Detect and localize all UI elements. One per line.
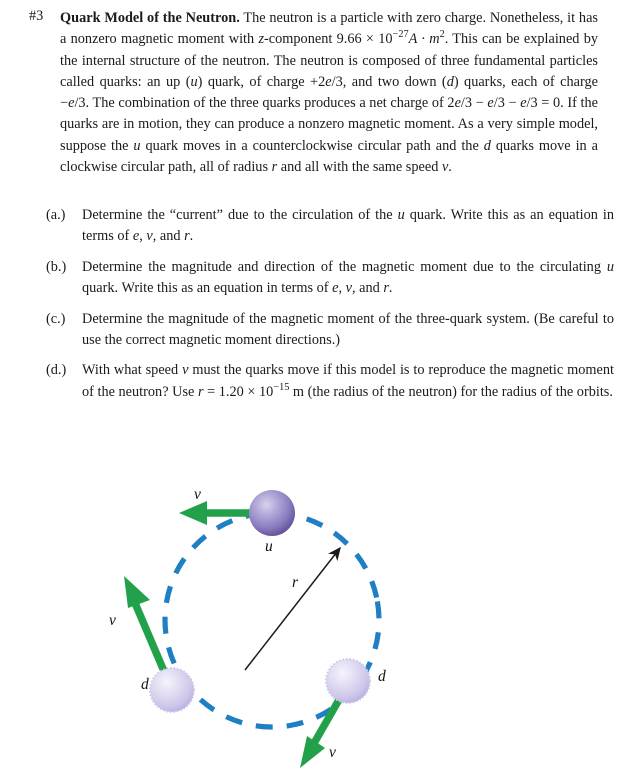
paragraph-seg-0: The neutron is a particle with zero charge. Nonetheless, it has a nonzero magnetic moment with [60, 10, 598, 48]
paragraph-var-e1: e [325, 73, 332, 90]
part-a-text-mid: quark. Write this as an equation in terms of [82, 207, 614, 245]
part-b-label: (b.) [46, 258, 67, 275]
paragraph-exponent-2: 2 [439, 29, 445, 41]
part-b-var-v: v [345, 280, 352, 297]
paragraph-var-e5: e [520, 95, 527, 112]
part-c-text: Determine the magnitude of the magnetic moment of the three-quark system. (Be careful to use the correct magnetic moment directions.) [82, 310, 614, 349]
part-b-text-post: . [388, 280, 393, 297]
paragraph-seg-20: /3 = 0. If the quarks are in motion, they can produce a nonzero magnetic moment. As a very simple model, suppose the [60, 95, 598, 154]
d-quark-label-left: d [141, 676, 149, 693]
paragraph-exponent-27: −27 [392, 29, 409, 41]
part-a-text-post: . [189, 228, 194, 245]
problem-parts-list [0, 205, 638, 412]
radius-label: r [292, 574, 299, 591]
part-a-var-e: e [132, 228, 140, 245]
part-d-text-mid3: m (the radius of the neutron) for the radius of the orbits. [289, 383, 613, 400]
part-b-text-mid: quark. Write this as an equation in terms of [82, 280, 333, 297]
paragraph-seg-2: -component 9.66 × 10 [264, 31, 393, 48]
paragraph-seg-6: . This can be explained by the internal structure of the neutron. The neutron is composed of three fundamental particles called quarks: an up ( [60, 31, 599, 90]
problem-paragraph [60, 8, 598, 178]
part-b-text-mid3: , and [351, 280, 384, 297]
problem-statement [0, 0, 638, 178]
paragraph-var-d2: d [483, 137, 491, 154]
part-d-exponent: −15 [273, 382, 290, 394]
part-b-var-u: u [606, 258, 614, 275]
paragraph-seg-10: /3, and two down ( [331, 73, 447, 90]
part-a-text-pre: Determine the “current” due to the circulation of the [82, 207, 398, 223]
part-a-label: (a.) [46, 207, 66, 223]
u-quark-sphere [249, 490, 295, 536]
part-b-var-e: e [332, 280, 339, 297]
part-b-text-mid2: , [338, 280, 346, 297]
part-d-var-r: r [197, 383, 204, 400]
velocity-label-top: v [194, 486, 201, 503]
paragraph-var-u: u [190, 73, 198, 90]
d-quark-label-right: d [378, 668, 386, 685]
part-b [46, 257, 614, 300]
part-c-label: (c.) [46, 310, 66, 327]
paragraph-units-am: A · m [408, 31, 440, 48]
paragraph-seg-8: ) quark, of charge +2 [197, 73, 326, 90]
problem-number: #3 [29, 8, 44, 24]
part-b-var-r: r [383, 280, 389, 297]
paragraph-var-e3: e [454, 95, 461, 112]
part-a-text-mid2: , [139, 228, 147, 245]
paragraph-var-v: v [441, 159, 449, 176]
part-d-label: (d.) [46, 362, 67, 379]
part-d-text-mid2: = 1.20 × 10 [203, 383, 274, 400]
part-a-var-v: v [146, 228, 153, 245]
paragraph-var-e4: e [487, 95, 494, 112]
paragraph-seg-16: /3 − [460, 95, 488, 112]
part-a [46, 205, 614, 248]
paragraph-seg-12: ) quarks, each of charge − [60, 73, 598, 112]
u-quark-label: u [265, 538, 273, 555]
paragraph-seg-22: quark moves in a counterclockwise circular path and the [140, 137, 484, 154]
paragraph-seg-14: /3. The combination of the three quarks produces a net charge of 2 [74, 95, 455, 112]
problem-header [0, 0, 638, 178]
radius-arrow [245, 548, 340, 670]
d-quark-sphere-right [326, 659, 370, 703]
paragraph-seg-18: /3 − [493, 95, 521, 112]
paragraph-var-r: r [271, 159, 278, 176]
part-d-text-pre: With what speed [82, 362, 183, 379]
part-c [46, 309, 614, 352]
part-b-text-pre: Determine the magnitude and direction of the magnetic moment due to the circulating [82, 258, 607, 275]
paragraph-var-z: z [258, 31, 265, 48]
d-quark-sphere-left [150, 668, 194, 712]
part-d-var-v: v [182, 362, 189, 379]
velocity-label-left: v [109, 612, 116, 629]
quark-orbit-figure [95, 468, 455, 773]
part-d-text-mid: must the quarks move if this model is to reproduce the magnetic moment of the neutron? Use [82, 362, 614, 400]
problem-title: Quark Model of the Neutron. [60, 10, 240, 26]
paragraph-seg-28: . [448, 159, 452, 176]
paragraph-var-d: d [446, 73, 454, 90]
paragraph-var-u2: u [133, 137, 141, 154]
part-d [46, 360, 614, 403]
paragraph-seg-24: quarks move in a clockwise circular path, all of radius [60, 137, 598, 176]
paragraph-seg-26: and all with the same speed [277, 159, 442, 176]
part-a-var-r: r [184, 228, 190, 245]
part-a-text-mid3: , and [152, 228, 185, 245]
part-a-var-u: u [397, 207, 405, 223]
paragraph-var-e2: e [68, 95, 75, 112]
velocity-label-bottom: v [329, 744, 336, 761]
